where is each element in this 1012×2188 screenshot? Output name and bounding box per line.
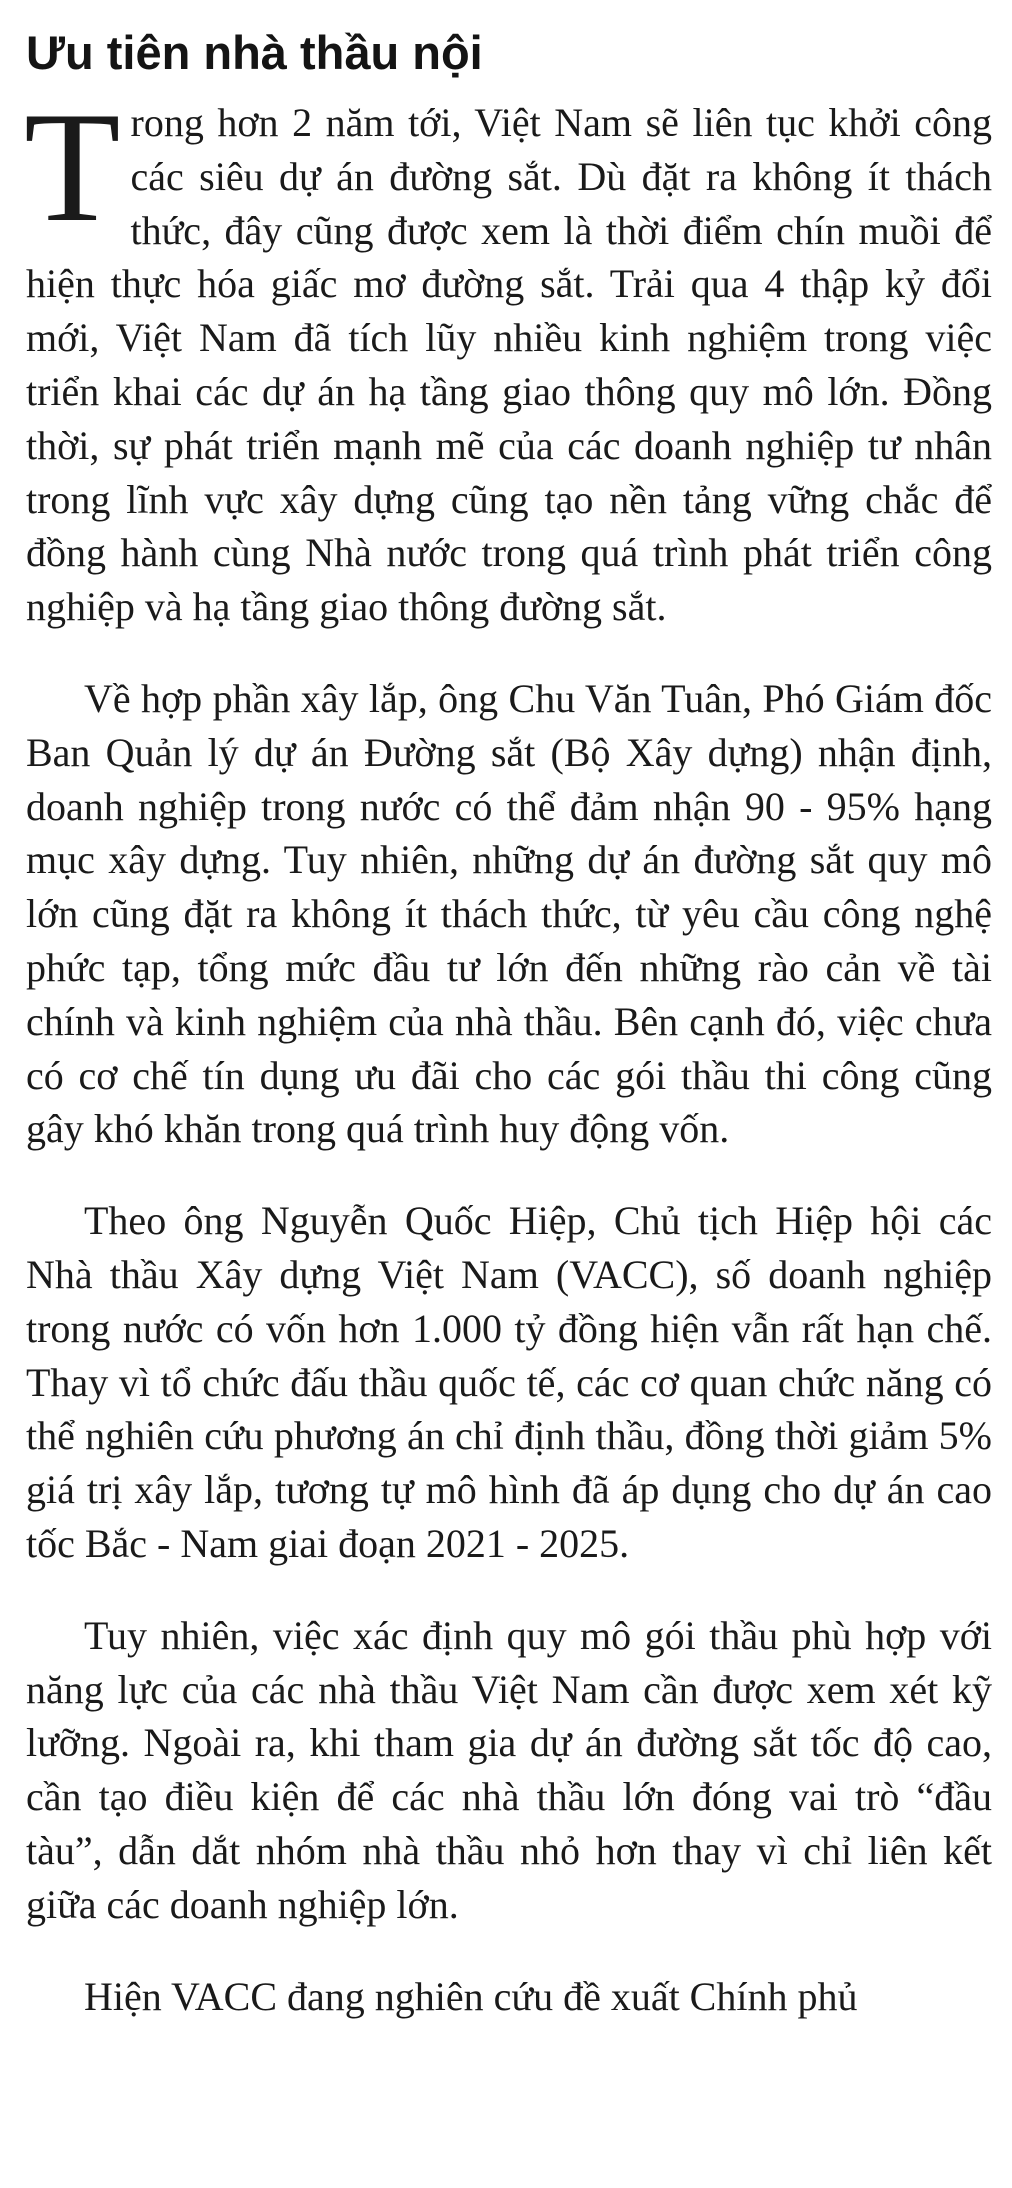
article	[26, 22, 992, 2023]
paragraph-4: Tuy nhiên, việc xác định quy mô gói thầu phù hợp với năng lực của các nhà thầu Việt Nam cần được xem xét kỹ lưỡng. Ngoài ra, khi tham gia dự án đường sắt tốc độ cao, cần tạo điều kiện để các nhà thầu lớn đóng vai trò “đầu tàu”, dẫn dắt nhóm nhà thầu nhỏ hơn thay vì chỉ liên kết giữa các doanh nghiệp lớn.	[26, 1612, 992, 1927]
drop-cap: T	[24, 80, 121, 255]
paragraph-5: Hiện VACC đang nghiên cứu đề xuất Chính phủ	[84, 1973, 858, 2019]
paragraph-1	[24, 80, 992, 634]
article-heading: Ưu tiên nhà thầu nội	[26, 26, 483, 79]
paragraph-3: Theo ông Nguyễn Quốc Hiệp, Chủ tịch Hiệp hội các Nhà thầu Xây dựng Việt Nam (VACC), số doanh nghiệp trong nước có vốn hơn 1.000 tỷ đồng hiện vẫn rất hạn chế. Thay vì tổ chức đấu thầu quốc tế, các cơ quan chức năng có thể nghiên cứu phương án chỉ định thầu, đồng thời giảm 5% giá trị xây lắp, tương tự mô hình đã áp dụng cho dự án cao tốc Bắc - Nam giai đoạn 2021 - 2025.	[26, 1198, 992, 1566]
paragraph-1-text: rong hơn 2 năm tới, Việt Nam sẽ liên tục khởi công các siêu dự án đường sắt. Dù đặt ra không ít thách thức, đây cũng được xem là thời điểm chín muồi để hiện thực hóa giấc mơ đường sắt. Trải qua 4 thập kỷ đổi mới, Việt Nam đã tích lũy nhiều kinh nghiệm trong việc triển khai các dự án hạ tầng giao thông quy mô lớn. Đồng thời, sự phát triển mạnh mẽ của các doanh nghiệp tư nhân trong lĩnh vực xây dựng cũng tạo nền tảng vững chắc để đồng hành cùng Nhà nước trong quá trình phát triển công nghiệp và hạ tầng giao thông đường sắt.	[26, 100, 992, 630]
paragraph-2: Về hợp phần xây lắp, ông Chu Văn Tuân, Phó Giám đốc Ban Quản lý dự án Đường sắt (Bộ Xây dựng) nhận định, doanh nghiệp trong nước có thể đảm nhận 90 - 95% hạng mục xây dựng. Tuy nhiên, những dự án đường sắt quy mô lớn cũng đặt ra không ít thách thức, từ yêu cầu công nghệ phức tạp, tổng mức đầu tư lớn đến những rào cản về tài chính và kinh nghiệm của nhà thầu. Bên cạnh đó, việc chưa có cơ chế tín dụng ưu đãi cho các gói thầu thi công cũng gây khó khăn trong quá trình huy động vốn.	[26, 675, 992, 1152]
